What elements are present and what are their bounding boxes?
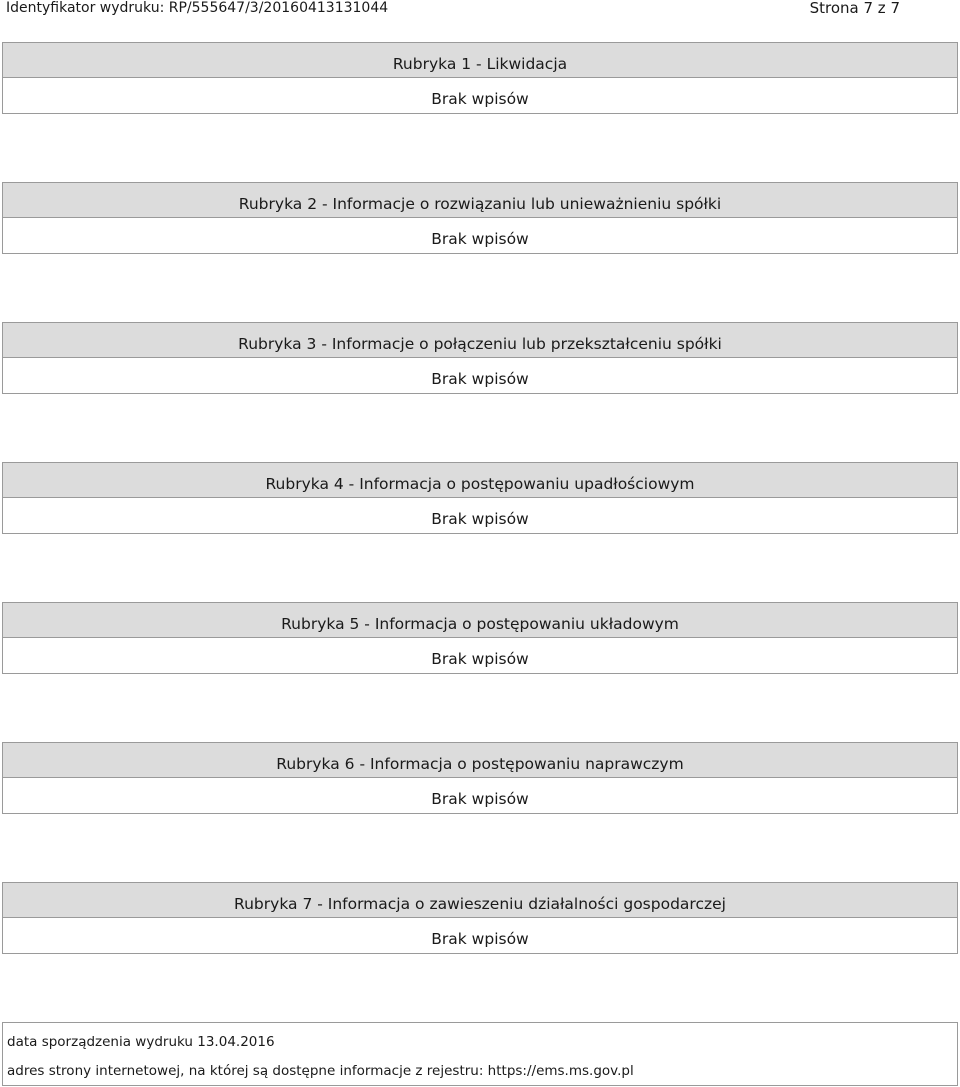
section-2 <box>2 182 958 254</box>
section-content: Brak wpisów <box>2 638 958 674</box>
section-content: Brak wpisów <box>2 78 958 114</box>
print-identifier: Identyfikator wydruku: RP/555647/3/20160413131044 <box>6 0 389 16</box>
section-7 <box>2 882 958 954</box>
section-content: Brak wpisów <box>2 498 958 534</box>
registry-address: adres strony internetowej, na której są dostępne informacje z rejestru: https://ems.ms.gov.pl <box>7 1063 634 1079</box>
section-content: Brak wpisów <box>2 358 958 394</box>
section-content: Brak wpisów <box>2 218 958 254</box>
section-title: Rubryka 1 - Likwidacja <box>2 42 958 78</box>
page-footer <box>2 1022 958 1086</box>
section-title: Rubryka 5 - Informacja o postępowaniu układowym <box>2 602 958 638</box>
section-1 <box>2 42 958 114</box>
section-6 <box>2 742 958 814</box>
print-date: data sporządzenia wydruku 13.04.2016 <box>7 1034 275 1050</box>
section-title: Rubryka 4 - Informacja o postępowaniu upadłościowym <box>2 462 958 498</box>
section-title: Rubryka 2 - Informacje o rozwiązaniu lub unieważnieniu spółki <box>2 182 958 218</box>
section-title: Rubryka 3 - Informacje o połączeniu lub przekształceniu spółki <box>2 322 958 358</box>
section-4 <box>2 462 958 534</box>
section-3 <box>2 322 958 394</box>
section-content: Brak wpisów <box>2 778 958 814</box>
section-title: Rubryka 7 - Informacja o zawieszeniu działalności gospodarczej <box>2 882 958 918</box>
section-5 <box>2 602 958 674</box>
page-number: Strona 7 z 7 <box>809 0 900 17</box>
page-header <box>0 0 960 18</box>
section-content: Brak wpisów <box>2 918 958 954</box>
section-title: Rubryka 6 - Informacja o postępowaniu naprawczym <box>2 742 958 778</box>
